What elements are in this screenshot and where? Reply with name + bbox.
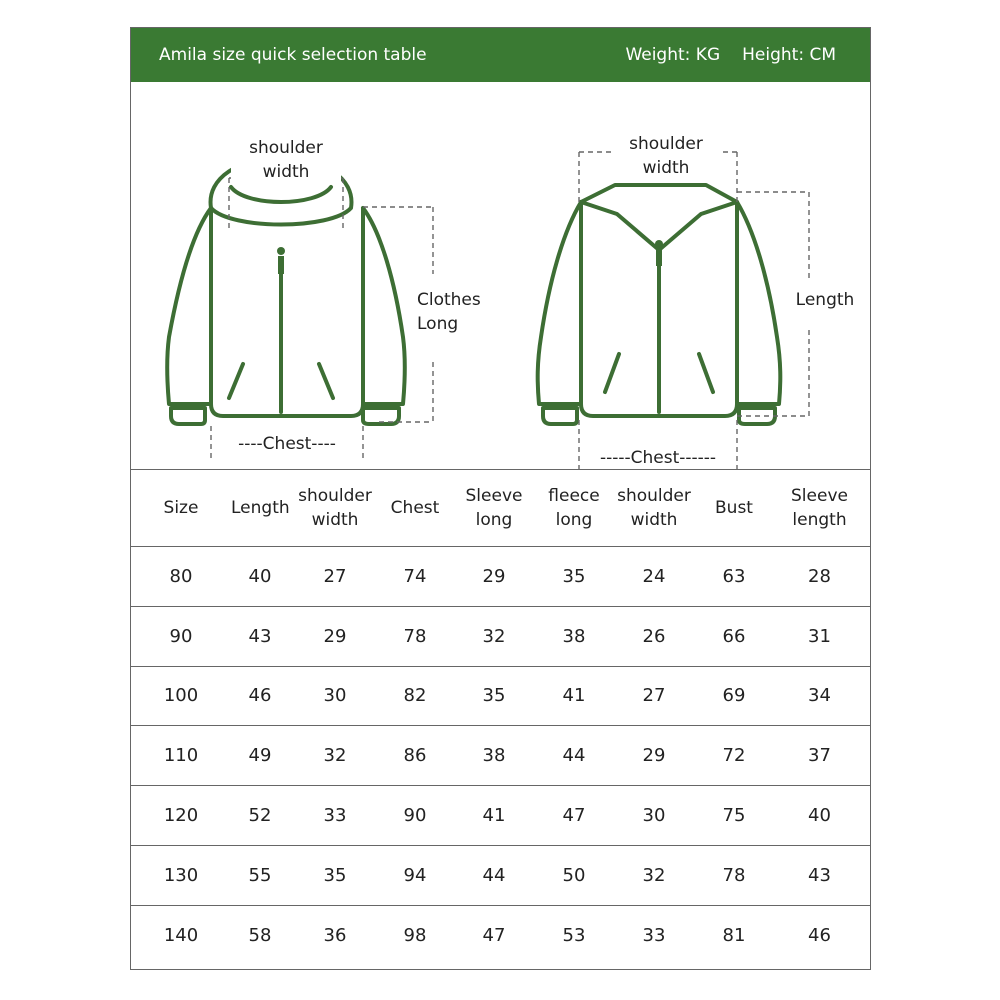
chart-title: Amila size quick selection table: [159, 45, 427, 65]
table-body: [131, 547, 870, 966]
table-cell: 53: [562, 924, 586, 946]
label-line: width: [262, 162, 310, 182]
label-line: Length: [795, 290, 855, 310]
table-cell: 94: [381, 845, 449, 905]
left-shoulder-label: [231, 136, 341, 184]
label-line: width: [642, 158, 690, 178]
table-cell: 82: [381, 666, 449, 726]
table-cell: 30: [289, 666, 381, 726]
size-table: [131, 469, 870, 965]
header-line: shoulder: [298, 486, 372, 506]
table-cell: 75: [699, 786, 769, 846]
table-cell: 24: [609, 547, 699, 607]
header-line: long: [555, 510, 593, 530]
table-cell: 44: [539, 726, 609, 786]
table-row: [131, 547, 870, 607]
table-cell: 40: [769, 786, 870, 846]
header-line: width: [630, 510, 678, 530]
height-unit: Height: CM: [742, 45, 836, 65]
column-header: [289, 470, 381, 547]
table-cell: 86: [381, 726, 449, 786]
table-cell: 33: [289, 786, 381, 846]
header-line: Sleeve: [465, 486, 523, 506]
table-cell: 41: [539, 666, 609, 726]
table-cell: 52: [231, 786, 289, 846]
table-cell: 72: [699, 726, 769, 786]
header-line: Size: [163, 498, 199, 518]
table-cell: 100: [131, 666, 231, 726]
table-cell: 38: [449, 726, 539, 786]
table-cell: 46: [231, 666, 289, 726]
column-header: [231, 470, 289, 547]
table-cell: 30: [609, 786, 699, 846]
table-cell: 32: [289, 726, 381, 786]
table-row: [131, 786, 870, 846]
left-chest-label: [219, 432, 355, 456]
table-cell: 58: [248, 924, 272, 946]
column-header: [131, 470, 231, 547]
table-cell: 140: [163, 924, 199, 946]
table-cell: 35: [289, 845, 381, 905]
table-cell: 34: [769, 666, 870, 726]
table-cell: 130: [131, 845, 231, 905]
column-header: [609, 470, 699, 547]
right-shoulder-label: [611, 132, 721, 180]
header-line: Chest: [390, 498, 440, 518]
right-length-label: [787, 288, 863, 312]
table-cell: 32: [609, 845, 699, 905]
table-cell: 63: [699, 547, 769, 607]
table-cell: 55: [231, 845, 289, 905]
zipper-pull-icon: [655, 240, 663, 266]
table-row: [131, 666, 870, 726]
table-cell: 27: [289, 547, 381, 607]
table-cell: 32: [449, 606, 539, 666]
label-line: -----Chest------: [599, 448, 717, 468]
table-cell: 29: [449, 547, 539, 607]
header-line: shoulder: [617, 486, 691, 506]
table-cell: 90: [131, 606, 231, 666]
collar-jacket-icon: [538, 185, 781, 424]
table-cell: 47: [539, 786, 609, 846]
column-header: [699, 470, 769, 547]
table-cell: 90: [381, 786, 449, 846]
header-line: long: [475, 510, 513, 530]
weight-unit: Weight: KG: [625, 45, 721, 65]
table-cell: 41: [449, 786, 539, 846]
table-cell: 29: [289, 606, 381, 666]
table-cell: 26: [609, 606, 699, 666]
table-cell: 38: [539, 606, 609, 666]
label-line: Long: [417, 314, 459, 334]
table-cell: 69: [699, 666, 769, 726]
header-line: fleece: [548, 486, 600, 506]
header-line: width: [311, 510, 359, 530]
size-chart-card: [130, 27, 871, 970]
header-line: Sleeve: [791, 486, 848, 506]
table-cell: 31: [769, 606, 870, 666]
column-header: [769, 470, 870, 547]
table-header-row: [131, 470, 870, 547]
header-line: Bust: [715, 498, 753, 518]
column-header: [449, 470, 539, 547]
label-line: Clothes: [417, 290, 481, 310]
table-cell: 47: [482, 924, 506, 946]
table-cell: 44: [449, 845, 539, 905]
table-cell: 46: [808, 924, 831, 946]
label-line: ----Chest----: [238, 434, 336, 454]
table-row: [131, 905, 870, 965]
table-cell: 78: [381, 606, 449, 666]
table-cell: 120: [131, 786, 231, 846]
table-cell: 27: [609, 666, 699, 726]
header-line: length: [792, 510, 847, 530]
table-cell: 35: [539, 547, 609, 607]
table-cell: 98: [403, 924, 427, 946]
column-header: [539, 470, 609, 547]
table-cell: 81: [722, 924, 746, 946]
label-line: shoulder: [249, 138, 323, 158]
table-cell: 78: [699, 845, 769, 905]
table-cell: 36: [323, 924, 347, 946]
unit-legend: [625, 45, 836, 65]
table-cell: 74: [381, 547, 449, 607]
column-header: [381, 470, 449, 547]
table-cell: 33: [642, 924, 666, 946]
zipper-pull-icon: [277, 247, 285, 274]
table-cell: 43: [769, 845, 870, 905]
table-cell: 49: [231, 726, 289, 786]
table-row: [131, 845, 870, 905]
right-chest-label: [581, 446, 735, 470]
table-cell: 28: [769, 547, 870, 607]
table-cell: 50: [539, 845, 609, 905]
table-cell: 40: [231, 547, 289, 607]
header-line: Length: [231, 498, 290, 518]
left-length-label: [413, 288, 493, 336]
hooded-jacket-icon: [167, 157, 405, 424]
table-row: [131, 606, 870, 666]
table-cell: 66: [699, 606, 769, 666]
table-cell: 29: [609, 726, 699, 786]
table-cell: 35: [449, 666, 539, 726]
title-banner: [131, 28, 870, 82]
label-line: shoulder: [629, 134, 703, 154]
table-cell: 110: [131, 726, 231, 786]
table-cell: 37: [769, 726, 870, 786]
measurement-illustration: [131, 82, 870, 469]
table-cell: 43: [231, 606, 289, 666]
table-cell: 80: [131, 547, 231, 607]
table-row: [131, 726, 870, 786]
